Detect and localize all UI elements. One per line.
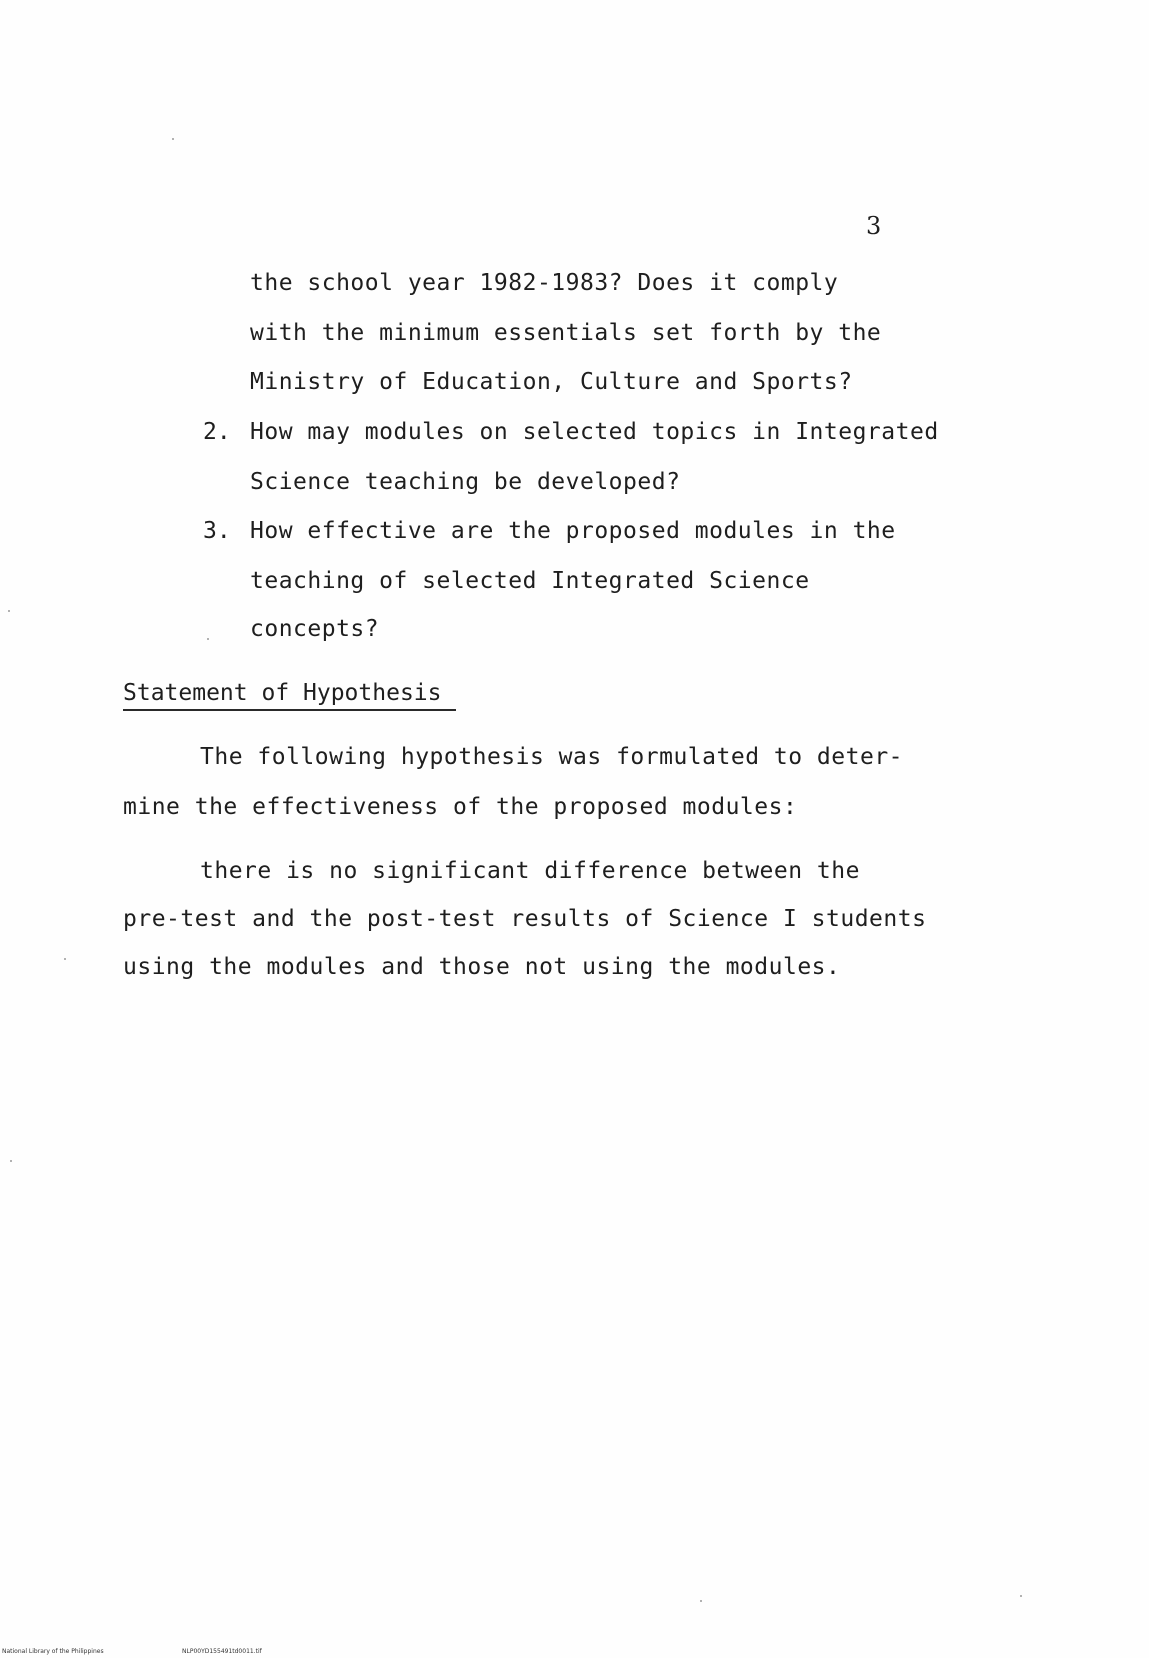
scan-speck: [64, 958, 66, 960]
scan-speck: [207, 638, 209, 640]
question-2-number: 2.: [203, 419, 231, 445]
question-3-line-1: How effective are the proposed modules in the: [250, 518, 896, 544]
footer-filename: NLP00YD155491td0011.tif: [182, 1648, 262, 1655]
scan-speck: [10, 1160, 12, 1162]
intro-line-1: The following hypothesis was formulated to deter-: [200, 744, 904, 770]
question-3-line-3: concepts?: [250, 616, 380, 642]
question-3-line-2: teaching of selected Integrated Science: [250, 568, 810, 594]
scan-speck: [172, 138, 174, 140]
page-number: 3: [866, 212, 882, 240]
continuation-line-2: with the minimum essentials set forth by the: [250, 320, 882, 346]
scan-speck: [700, 1600, 702, 1602]
scan-speck: [1020, 1595, 1022, 1597]
continuation-line-1: the school year 1982-1983? Does it comply: [250, 270, 839, 296]
question-2-line-2: Science teaching be developed?: [250, 469, 681, 495]
footer-library: National Library of the Philippines: [2, 1648, 104, 1655]
scan-speck: [8, 610, 10, 612]
section-heading: Statement of Hypothesis: [123, 682, 456, 711]
hypothesis-line-2: pre-test and the post-test results of Science I students: [123, 906, 927, 932]
hypothesis-line-3: using the modules and those not using the modules.: [123, 954, 841, 980]
question-2-line-1: How may modules on selected topics in Integrated: [250, 419, 939, 445]
hypothesis-line-1: there is no significant difference between the: [200, 858, 860, 884]
intro-line-2: mine the effectiveness of the proposed modules:: [123, 794, 798, 820]
continuation-line-3: Ministry of Education, Culture and Sports?: [250, 369, 853, 395]
question-3-number: 3.: [203, 518, 231, 544]
